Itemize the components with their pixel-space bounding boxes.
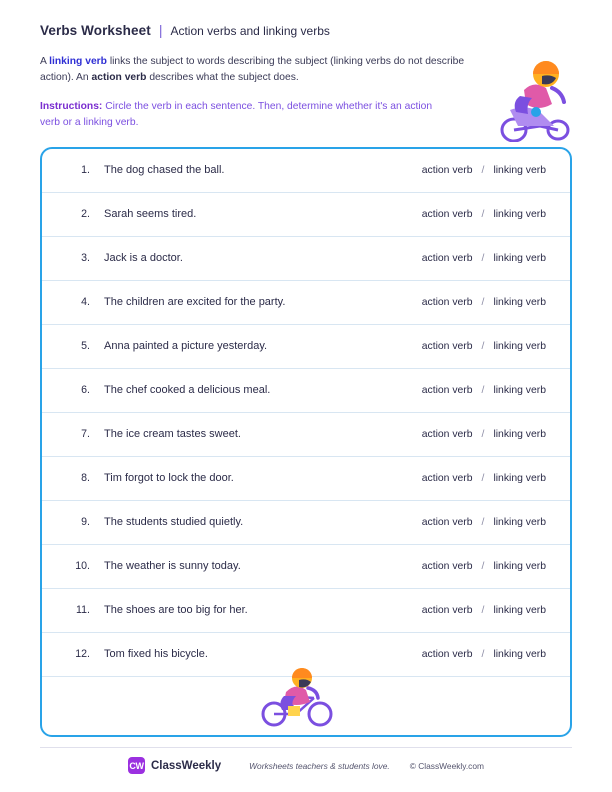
footer-tagline: Worksheets teachers & students love. bbox=[249, 760, 390, 771]
page-subtitle: Action verbs and linking verbs bbox=[170, 24, 330, 38]
table-row bbox=[42, 501, 570, 545]
row-number: 3 . bbox=[64, 252, 90, 264]
classweekly-logo-icon: CW bbox=[128, 757, 145, 774]
choice-separator: / bbox=[481, 208, 485, 220]
row-number: 7 . bbox=[64, 428, 90, 440]
intro-part-2: links the subject to words describing the subject (linking verbs do not describe action). An bbox=[40, 56, 465, 83]
table-row bbox=[42, 633, 570, 677]
row-number: 1 . bbox=[64, 164, 90, 176]
choice-linking-verb[interactable]: linking verb bbox=[493, 604, 546, 616]
choice-action-verb[interactable]: action verb bbox=[421, 208, 473, 220]
choice-separator: / bbox=[481, 340, 485, 352]
row-choices bbox=[422, 385, 552, 396]
row-number: 8 . bbox=[64, 472, 90, 484]
row-sentence: The shoes are too big for her. bbox=[104, 604, 248, 617]
choice-separator: / bbox=[481, 516, 485, 528]
choice-action-verb[interactable]: action verb bbox=[421, 560, 473, 572]
row-sentence: Sarah seems tired. bbox=[104, 208, 197, 221]
row-number: 9 . bbox=[64, 516, 90, 528]
row-choices bbox=[422, 517, 552, 528]
row-sentence: The weather is sunny today. bbox=[104, 560, 241, 573]
choice-separator: / bbox=[481, 604, 485, 616]
choice-separator: / bbox=[481, 472, 485, 484]
row-choices bbox=[422, 649, 552, 660]
choice-linking-verb[interactable]: linking verb bbox=[493, 472, 546, 484]
choice-linking-verb[interactable]: linking verb bbox=[493, 252, 546, 264]
row-number: 2 . bbox=[64, 208, 90, 220]
choice-action-verb[interactable]: action verb bbox=[421, 604, 473, 616]
scooter-rider-illustration bbox=[484, 52, 576, 142]
row-choices bbox=[422, 297, 552, 308]
choice-action-verb[interactable]: action verb bbox=[421, 340, 473, 352]
intro-linking-verb-term: linking verb bbox=[49, 56, 107, 67]
choice-linking-verb[interactable]: linking verb bbox=[493, 516, 546, 528]
choice-separator: / bbox=[481, 252, 485, 264]
page-title: Verbs Worksheet bbox=[40, 23, 151, 38]
row-choices bbox=[422, 429, 552, 440]
choice-linking-verb[interactable]: linking verb bbox=[493, 208, 546, 220]
questions-sheet bbox=[40, 147, 572, 737]
choice-linking-verb[interactable]: linking verb bbox=[493, 560, 546, 572]
row-sentence: Anna painted a picture yesterday. bbox=[104, 340, 268, 353]
header-divider: | bbox=[158, 22, 163, 38]
footer-divider bbox=[40, 747, 572, 748]
choice-separator: / bbox=[481, 296, 485, 308]
table-row bbox=[42, 589, 570, 633]
instructions-block bbox=[40, 99, 440, 131]
row-number: 5 . bbox=[64, 340, 90, 352]
page-footer bbox=[40, 747, 572, 774]
choice-linking-verb[interactable]: linking verb bbox=[493, 296, 546, 308]
choice-separator: / bbox=[481, 164, 485, 176]
row-number: 11 . bbox=[64, 604, 90, 616]
row-choices bbox=[422, 341, 552, 352]
choice-separator: / bbox=[481, 648, 485, 660]
row-sentence: The children are excited for the party. bbox=[104, 296, 286, 309]
footer-copyright: © ClassWeekly.com bbox=[409, 760, 484, 771]
choice-action-verb[interactable]: action verb bbox=[421, 648, 473, 660]
row-sentence: The chef cooked a delicious meal. bbox=[104, 384, 271, 397]
row-choices bbox=[422, 165, 552, 176]
table-row bbox=[42, 457, 570, 501]
instructions-text: Circle the verb in each sentence. Then, determine whether it's an action verb or a linking verb. bbox=[40, 100, 433, 128]
choice-linking-verb[interactable]: linking verb bbox=[493, 384, 546, 396]
row-number: 4 . bbox=[64, 296, 90, 308]
choice-separator: / bbox=[481, 560, 485, 572]
table-row bbox=[42, 149, 570, 193]
intro-part-3: describes what the subject does. bbox=[146, 71, 299, 83]
table-row bbox=[42, 545, 570, 589]
row-sentence: Tom fixed his bicycle. bbox=[104, 648, 208, 661]
intro-action-verb-term: action verb bbox=[91, 71, 147, 83]
row-choices bbox=[422, 561, 552, 572]
sheet-bottom-spacer bbox=[42, 677, 570, 735]
row-choices bbox=[422, 253, 552, 264]
table-row bbox=[42, 369, 570, 413]
intro-paragraph bbox=[40, 54, 490, 86]
choice-action-verb[interactable]: action verb bbox=[421, 384, 473, 396]
row-number: 6 . bbox=[64, 384, 90, 396]
row-sentence: Tim forgot to lock the door. bbox=[104, 472, 234, 485]
table-row bbox=[42, 325, 570, 369]
table-row bbox=[42, 237, 570, 281]
choice-separator: / bbox=[481, 384, 485, 396]
choice-action-verb[interactable]: action verb bbox=[421, 428, 473, 440]
choice-separator: / bbox=[481, 428, 485, 440]
choice-action-verb[interactable]: action verb bbox=[421, 296, 473, 308]
row-choices bbox=[422, 473, 552, 484]
choice-action-verb[interactable]: action verb bbox=[421, 472, 473, 484]
choice-action-verb[interactable]: action verb bbox=[421, 164, 473, 176]
choice-linking-verb[interactable]: linking verb bbox=[493, 428, 546, 440]
row-sentence: The dog chased the ball. bbox=[104, 164, 225, 177]
choice-linking-verb[interactable]: linking verb bbox=[493, 340, 546, 352]
choice-action-verb[interactable]: action verb bbox=[421, 252, 473, 264]
choice-action-verb[interactable]: action verb bbox=[421, 516, 473, 528]
row-choices bbox=[422, 605, 552, 616]
instructions-label: Instructions: bbox=[40, 100, 103, 112]
table-row bbox=[42, 193, 570, 237]
choice-linking-verb[interactable]: linking verb bbox=[493, 164, 546, 176]
row-sentence: The students studied quietly. bbox=[104, 516, 244, 529]
intro-part-1: A bbox=[40, 56, 50, 67]
choice-linking-verb[interactable]: linking verb bbox=[493, 648, 546, 660]
brand-logo-group[interactable] bbox=[128, 757, 221, 774]
row-number: 12 . bbox=[64, 648, 90, 660]
row-sentence: Jack is a doctor. bbox=[104, 252, 183, 265]
table-row bbox=[42, 413, 570, 457]
row-number: 10 . bbox=[64, 560, 90, 572]
page-header bbox=[40, 0, 572, 38]
row-choices bbox=[422, 209, 552, 220]
table-row bbox=[42, 281, 570, 325]
brand-name: ClassWeekly bbox=[151, 759, 222, 772]
row-sentence: The ice cream tastes sweet. bbox=[104, 428, 241, 441]
